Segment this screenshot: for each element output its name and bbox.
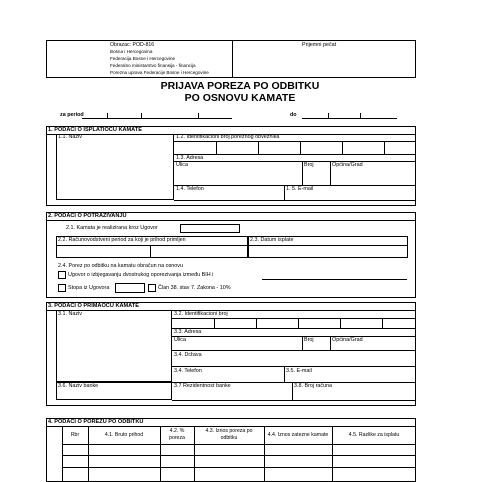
s2-porez-label: 2.4. Porez po odbitku na kamatu obračun na osnovu — [58, 263, 183, 269]
s3-adresa-label: 3.3. Adresa — [174, 329, 202, 335]
s1-addr-rule — [174, 161, 416, 162]
s4-row-rule — [62, 444, 416, 445]
s3-banka-label: 3.6. Naziv banke — [58, 383, 99, 389]
section-2-title: 2. PODACI O POTRAŽIVANJU — [48, 213, 127, 219]
s2-ugovor-field[interactable] — [180, 224, 240, 233]
s3-id-cell — [256, 318, 257, 328]
s3-id-rule — [172, 328, 416, 329]
period-to-line — [302, 118, 397, 119]
s3-email-label: 3.5. E-mail — [286, 368, 312, 374]
s4-col-porez-pct: 4.2. % poreza — [169, 428, 185, 441]
s4-row-rule — [62, 467, 416, 468]
s1-addr-cell — [302, 161, 303, 185]
section-4-title: 4. PODACI O POREZU PO ODBITKU — [48, 419, 144, 425]
s3-addr-rule — [172, 350, 416, 351]
section-3-title: 3. PODACI O PRIMAOCU KAMATE — [48, 303, 139, 309]
s1-adresa-label: 1.3. Adresa — [176, 155, 204, 161]
header-line-1: Bosna i Hercegovina — [110, 49, 153, 54]
s1-id-cell — [300, 141, 301, 154]
s1-naziv-label: 1.1. Naziv — [58, 134, 82, 140]
s1-id-cell — [216, 141, 217, 154]
s3-addr-cell — [302, 336, 303, 350]
section-1-title: 1. PODACI O ISPLATIOCU KAMATE — [48, 127, 142, 133]
s2-option-1-checkbox[interactable] — [58, 271, 66, 279]
s3-addr-cell — [330, 336, 331, 350]
s4-col-razlike: 4.5. Razlike za isplatu — [348, 432, 400, 438]
period-tick — [198, 113, 199, 118]
s3-id-label: 3.2. Identifikacioni broj — [174, 311, 228, 317]
s1-addr-cell — [330, 161, 331, 185]
s3-drzava-rule — [172, 366, 416, 367]
header-box — [46, 40, 416, 78]
s3-telefon-label: 3.4. Telefon — [174, 368, 202, 374]
period-to-label: do — [290, 112, 297, 118]
stamp-label: Prijemni pečat — [302, 42, 337, 48]
s1-tel-divider — [284, 185, 285, 200]
s3-ulica-label: Ulica — [174, 337, 186, 343]
s1-email-label: 1. 5. E-mail — [286, 186, 314, 192]
header-divider — [232, 40, 233, 78]
s1-telefon-label: 1.4. Telefon — [176, 186, 204, 192]
s4-row-rule — [62, 455, 416, 456]
s3-bottom-rule — [172, 400, 416, 401]
s3-banka-divider — [292, 382, 293, 400]
s1-broj-label: Broj — [304, 162, 314, 168]
s2-stopa-field[interactable] — [115, 283, 145, 293]
header-line-2: Federacija Bosne i Hercegovine — [110, 56, 176, 61]
s1-id-cell — [258, 141, 259, 154]
s4-col-zatezne: 4.4. Iznos zatezne kamate — [267, 432, 329, 438]
s3-broj-label: Broj — [304, 337, 314, 343]
s3-id-rule — [172, 318, 416, 319]
s3-naziv-field[interactable] — [56, 310, 172, 382]
s3-id-cell — [340, 318, 341, 328]
form-title-line-2: PO OSNOVU KAMATE — [184, 92, 296, 104]
s1-id-label: 1.2. Identifikacioni broj poreznog obveznika — [176, 134, 280, 140]
period-from-line — [82, 118, 232, 119]
s1-bottom-rule — [174, 200, 416, 201]
period-tick — [328, 113, 329, 118]
s3-racun-label: 3.8. Broj računa — [294, 383, 333, 389]
s3-tel-divider — [284, 366, 285, 382]
s2-rule — [46, 220, 416, 221]
header-line-4: Porezna uprava Federacije Bosne i Hercegovine — [110, 70, 209, 75]
form-number: Obrazac: POD-816 — [110, 42, 155, 48]
period-tick — [360, 113, 361, 118]
s2-period-rule — [56, 245, 248, 246]
s3-id-cell — [214, 318, 215, 328]
s1-id-rule — [174, 154, 416, 155]
s2-option-1-label: Ugovor o izbjegavanju dvostrukog oporezivanja između BIH i — [68, 272, 214, 278]
s2-datum-rule — [248, 245, 408, 246]
s1-opcina-label: Općina/Grad — [332, 162, 363, 168]
s1-naziv-field[interactable] — [56, 134, 174, 200]
s4-col-iznos-poreza: 4.3. Iznos poreza po odbitku — [205, 428, 253, 441]
s2-option-2-checkbox[interactable] — [58, 284, 66, 292]
period-from-label: za period — [60, 112, 84, 118]
s3-addr-rule — [172, 336, 416, 337]
s1-id-cell — [384, 141, 385, 154]
s1-ulica-label: Ulica — [176, 162, 188, 168]
s2-period-divider — [150, 245, 151, 258]
s2-period-label: 2.2. Računovodstveni period za koji je prihod primljen — [58, 237, 186, 243]
s3-naziv-label: 3.1. Naziv — [58, 311, 82, 317]
s2-country-line — [262, 279, 407, 280]
s2-datum-label: 2.3. Datum isplate — [250, 237, 294, 243]
s1-id-cell — [342, 141, 343, 154]
s3-id-cell — [382, 318, 383, 328]
s2-option-3-label: Član 38. stav 7. Zakona - 10% — [158, 285, 231, 291]
s1-id-rule — [174, 141, 416, 142]
s3-id-cell — [298, 318, 299, 328]
s2-option-2-label: Stopa iz Ugovora — [68, 285, 110, 291]
s3-drzava-label: 3.4. Država — [174, 352, 202, 358]
header-line-3: Federalno ministarstvo finansija - financija — [110, 63, 196, 68]
s3-opcina-label: Općina/Grad — [332, 337, 363, 343]
period-tick — [107, 113, 108, 118]
s4-col-rbr: Rbr — [70, 432, 80, 438]
s2-kamata-label: 2.1. Kamata je realizirana kroz Ugovor — [66, 225, 158, 231]
period-tick — [141, 113, 142, 118]
s3-rezbanka-label: 3.7 Rezidentnost banke — [174, 383, 231, 389]
s4-col-bruto: 4.1. Bruto prihod — [104, 432, 144, 438]
form-title-line-1: PRIJAVA POREZA PO ODBITKU — [160, 80, 320, 92]
s2-option-3-checkbox[interactable] — [148, 284, 156, 292]
